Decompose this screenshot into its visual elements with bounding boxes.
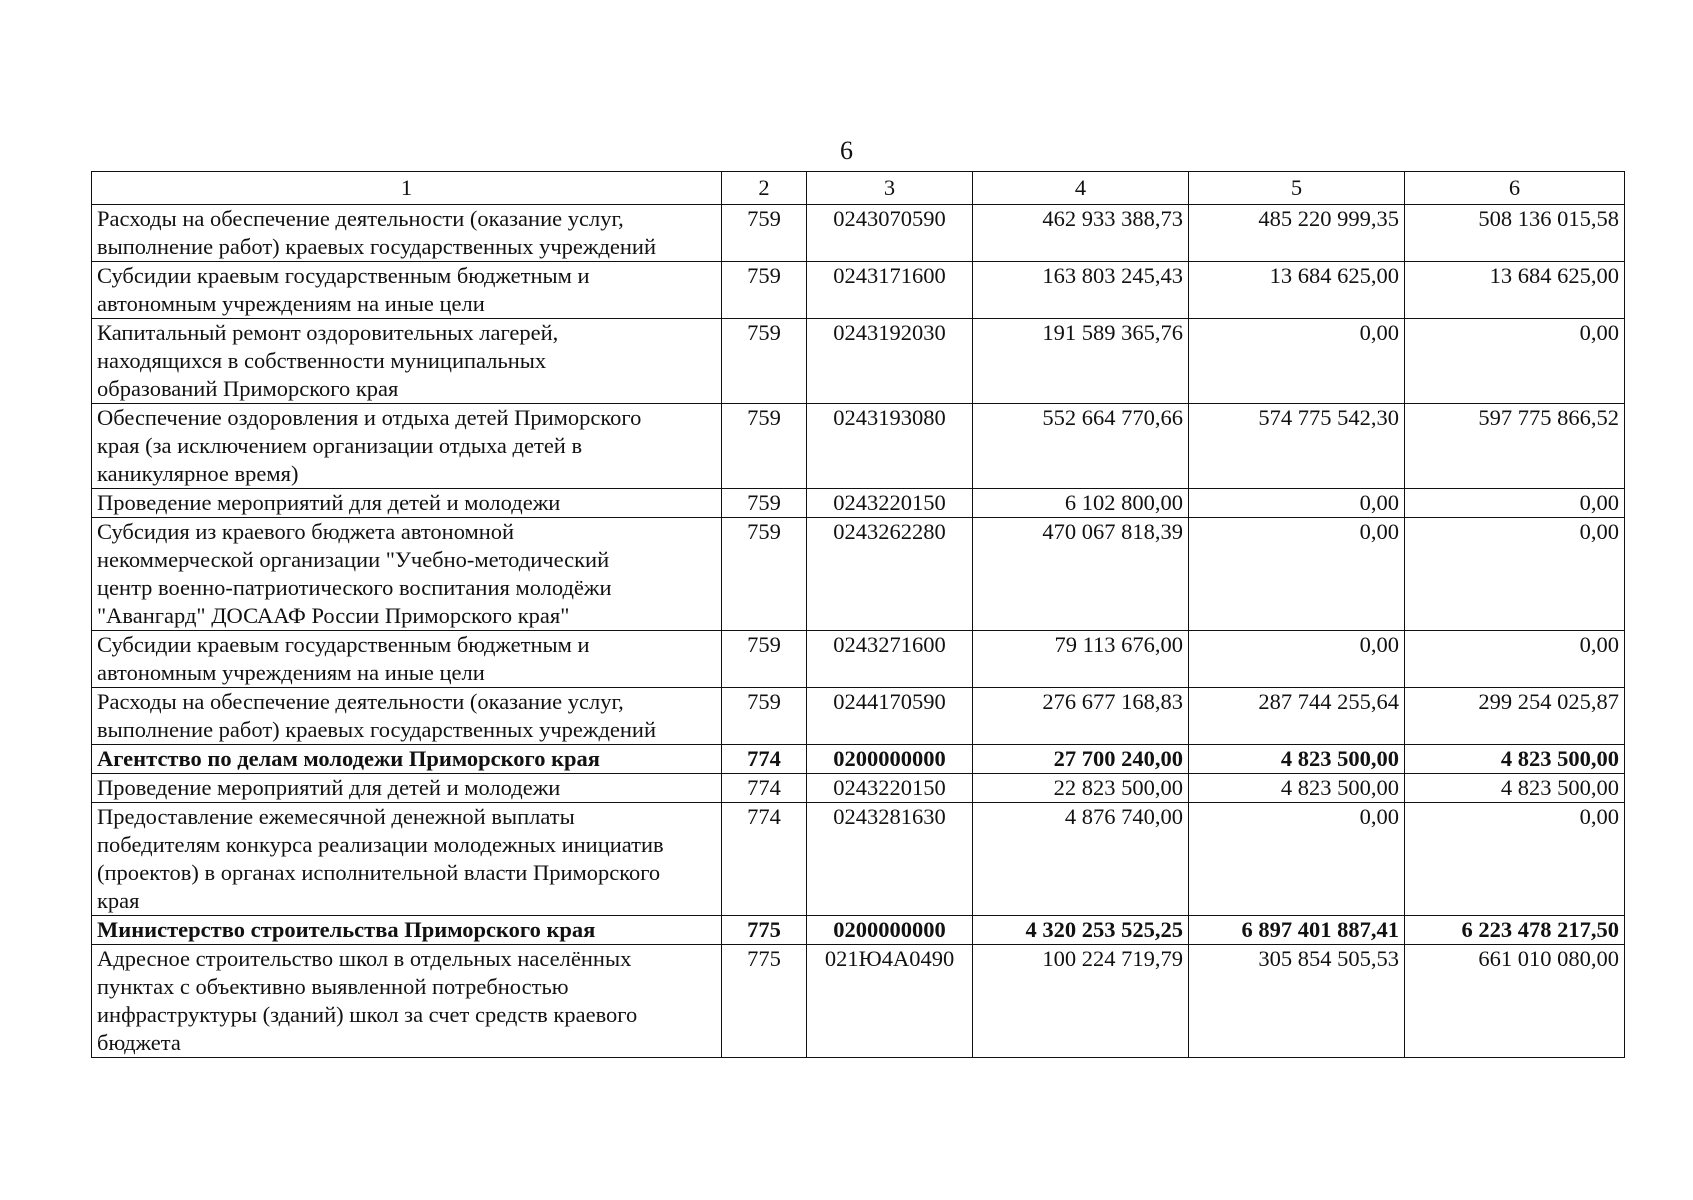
page-number: 6 bbox=[840, 136, 853, 165]
expense-name-line: Субсидии краевым государственным бюджетным и bbox=[97, 632, 590, 657]
table-row bbox=[92, 631, 1625, 688]
amount-col-4-cell: 276 677 168,83 bbox=[973, 688, 1189, 745]
expense-name-line: Субсидии краевым государственным бюджетным и bbox=[97, 263, 590, 288]
amount-col-4-cell: 4 320 253 525,25 bbox=[973, 916, 1189, 945]
amount-col-4-cell: 552 664 770,66 bbox=[973, 404, 1189, 489]
expense-name-line: Расходы на обеспечение деятельности (оказание услуг, bbox=[97, 206, 624, 231]
expense-name-line: пунктах с объективно выявленной потребностью bbox=[97, 974, 569, 999]
expense-name-line: выполнение работ) краевых государственных учреждений bbox=[97, 717, 657, 742]
table-row bbox=[92, 319, 1625, 404]
expense-name-cell bbox=[92, 631, 722, 688]
table-row bbox=[92, 803, 1625, 916]
amount-col-6-cell: 4 823 500,00 bbox=[1405, 774, 1625, 803]
table-row bbox=[92, 404, 1625, 489]
table-body bbox=[92, 205, 1625, 1058]
amount-col-6-cell: 661 010 080,00 bbox=[1405, 945, 1625, 1058]
ministry-code-cell: 759 bbox=[722, 688, 807, 745]
expense-name-cell bbox=[92, 745, 722, 774]
amount-col-6-cell: 0,00 bbox=[1405, 803, 1625, 916]
expense-name-cell bbox=[92, 945, 722, 1058]
expense-name-line: Обеспечение оздоровления и отдыха детей Приморского bbox=[97, 405, 642, 430]
target-article-cell: 0200000000 bbox=[807, 916, 973, 945]
expense-name-line: автономным учреждениям на иные цели bbox=[97, 660, 485, 685]
expense-name-line: Министерство строительства Приморского края bbox=[97, 917, 596, 942]
amount-col-6-cell: 299 254 025,87 bbox=[1405, 688, 1625, 745]
amount-col-4-cell: 6 102 800,00 bbox=[973, 489, 1189, 518]
header-col-2: 2 bbox=[722, 172, 807, 205]
amount-col-4-cell: 470 067 818,39 bbox=[973, 518, 1189, 631]
expense-name-line: Проведение мероприятий для детей и молодежи bbox=[97, 490, 561, 515]
amount-col-6-cell: 0,00 bbox=[1405, 518, 1625, 631]
expense-name-line: Расходы на обеспечение деятельности (оказание услуг, bbox=[97, 689, 624, 714]
expense-name-cell bbox=[92, 518, 722, 631]
expense-name-line: каникулярное время) bbox=[97, 461, 299, 486]
expense-name-line: победителям конкурса реализации молодежных инициатив bbox=[97, 832, 664, 857]
target-article-cell: 0243192030 bbox=[807, 319, 973, 404]
table-row bbox=[92, 205, 1625, 262]
table-row bbox=[92, 489, 1625, 518]
amount-col-5-cell: 4 823 500,00 bbox=[1189, 745, 1405, 774]
expense-name-line: некоммерческой организации "Учебно-методический bbox=[97, 547, 610, 572]
header-col-4: 4 bbox=[973, 172, 1189, 205]
expense-name-line: Адресное строительство школ в отдельных населённых bbox=[97, 946, 632, 971]
ministry-code-cell: 759 bbox=[722, 205, 807, 262]
target-article-cell: 0243220150 bbox=[807, 489, 973, 518]
ministry-code-cell: 774 bbox=[722, 803, 807, 916]
ministry-code-cell: 759 bbox=[722, 319, 807, 404]
header-row bbox=[92, 172, 1625, 205]
budget-table bbox=[91, 171, 1625, 1058]
amount-col-4-cell: 163 803 245,43 bbox=[973, 262, 1189, 319]
ministry-code-cell: 774 bbox=[722, 774, 807, 803]
expense-name-line: находящихся в собственности муниципальных bbox=[97, 348, 547, 373]
table-row bbox=[92, 745, 1625, 774]
expense-name-cell bbox=[92, 319, 722, 404]
target-article-cell: 021Ю4А0490 bbox=[807, 945, 973, 1058]
amount-col-6-cell: 13 684 625,00 bbox=[1405, 262, 1625, 319]
table-row bbox=[92, 518, 1625, 631]
expense-name-cell bbox=[92, 916, 722, 945]
amount-col-6-cell: 0,00 bbox=[1405, 631, 1625, 688]
target-article-cell: 0244170590 bbox=[807, 688, 973, 745]
amount-col-5-cell: 287 744 255,64 bbox=[1189, 688, 1405, 745]
amount-col-6-cell: 4 823 500,00 bbox=[1405, 745, 1625, 774]
target-article-cell: 0243171600 bbox=[807, 262, 973, 319]
target-article-cell: 0243271600 bbox=[807, 631, 973, 688]
ministry-code-cell: 774 bbox=[722, 745, 807, 774]
ministry-code-cell: 759 bbox=[722, 404, 807, 489]
expense-name-line: края bbox=[97, 888, 140, 913]
ministry-code-cell: 759 bbox=[722, 631, 807, 688]
expense-name-cell bbox=[92, 774, 722, 803]
expense-name-cell bbox=[92, 404, 722, 489]
amount-col-4-cell: 462 933 388,73 bbox=[973, 205, 1189, 262]
expense-name-cell bbox=[92, 803, 722, 916]
amount-col-6-cell: 0,00 bbox=[1405, 319, 1625, 404]
amount-col-4-cell: 79 113 676,00 bbox=[973, 631, 1189, 688]
table-row bbox=[92, 774, 1625, 803]
amount-col-5-cell: 13 684 625,00 bbox=[1189, 262, 1405, 319]
expense-name-line: инфраструктуры (зданий) школ за счет средств краевого bbox=[97, 1002, 638, 1027]
header-col-3: 3 bbox=[807, 172, 973, 205]
amount-col-6-cell: 597 775 866,52 bbox=[1405, 404, 1625, 489]
amount-col-5-cell: 0,00 bbox=[1189, 319, 1405, 404]
table-row bbox=[92, 262, 1625, 319]
expense-name-line: Предоставление ежемесячной денежной выплаты bbox=[97, 804, 575, 829]
target-article-cell: 0243193080 bbox=[807, 404, 973, 489]
amount-col-5-cell: 305 854 505,53 bbox=[1189, 945, 1405, 1058]
expense-name-cell bbox=[92, 205, 722, 262]
target-article-cell: 0200000000 bbox=[807, 745, 973, 774]
expense-name-line: Капитальный ремонт оздоровительных лагерей, bbox=[97, 320, 559, 345]
expense-name-cell bbox=[92, 688, 722, 745]
amount-col-5-cell: 0,00 bbox=[1189, 803, 1405, 916]
amount-col-6-cell: 6 223 478 217,50 bbox=[1405, 916, 1625, 945]
ministry-code-cell: 775 bbox=[722, 945, 807, 1058]
amount-col-6-cell: 0,00 bbox=[1405, 489, 1625, 518]
amount-col-4-cell: 27 700 240,00 bbox=[973, 745, 1189, 774]
amount-col-4-cell: 22 823 500,00 bbox=[973, 774, 1189, 803]
expense-name-line: выполнение работ) краевых государственных учреждений bbox=[97, 234, 657, 259]
amount-col-5-cell: 0,00 bbox=[1189, 489, 1405, 518]
expense-name-line: бюджета bbox=[97, 1030, 181, 1055]
table-row bbox=[92, 916, 1625, 945]
table-row bbox=[92, 945, 1625, 1058]
amount-col-4-cell: 100 224 719,79 bbox=[973, 945, 1189, 1058]
expense-name-cell bbox=[92, 489, 722, 518]
header-col-6: 6 bbox=[1405, 172, 1625, 205]
ministry-code-cell: 775 bbox=[722, 916, 807, 945]
ministry-code-cell: 759 bbox=[722, 518, 807, 631]
amount-col-5-cell: 0,00 bbox=[1189, 631, 1405, 688]
expense-name-line: центр военно-патриотического воспитания молодёжи bbox=[97, 575, 612, 600]
expense-name-line: Проведение мероприятий для детей и молодежи bbox=[97, 775, 561, 800]
amount-col-4-cell: 191 589 365,76 bbox=[973, 319, 1189, 404]
amount-col-6-cell: 508 136 015,58 bbox=[1405, 205, 1625, 262]
amount-col-5-cell: 0,00 bbox=[1189, 518, 1405, 631]
expense-name-cell bbox=[92, 262, 722, 319]
expense-name-line: автономным учреждениям на иные цели bbox=[97, 291, 485, 316]
target-article-cell: 0243070590 bbox=[807, 205, 973, 262]
expense-name-line: (проектов) в органах исполнительной власти Приморского bbox=[97, 860, 661, 885]
target-article-cell: 0243281630 bbox=[807, 803, 973, 916]
header-col-5: 5 bbox=[1189, 172, 1405, 205]
header-col-1: 1 bbox=[92, 172, 722, 205]
expense-name-line: образований Приморского края bbox=[97, 376, 399, 401]
expense-name-line: Агентство по делам молодежи Приморского края bbox=[97, 746, 600, 771]
ministry-code-cell: 759 bbox=[722, 489, 807, 518]
amount-col-5-cell: 574 775 542,30 bbox=[1189, 404, 1405, 489]
target-article-cell: 0243220150 bbox=[807, 774, 973, 803]
expense-name-line: Субсидия из краевого бюджета автономной bbox=[97, 519, 515, 544]
amount-col-5-cell: 6 897 401 887,41 bbox=[1189, 916, 1405, 945]
amount-col-4-cell: 4 876 740,00 bbox=[973, 803, 1189, 916]
expense-name-line: "Авангард" ДОСААФ России Приморского края" bbox=[97, 603, 570, 628]
expense-name-line: края (за исключением организации отдыха детей в bbox=[97, 433, 583, 458]
target-article-cell: 0243262280 bbox=[807, 518, 973, 631]
amount-col-5-cell: 485 220 999,35 bbox=[1189, 205, 1405, 262]
amount-col-5-cell: 4 823 500,00 bbox=[1189, 774, 1405, 803]
table-row bbox=[92, 688, 1625, 745]
ministry-code-cell: 759 bbox=[722, 262, 807, 319]
